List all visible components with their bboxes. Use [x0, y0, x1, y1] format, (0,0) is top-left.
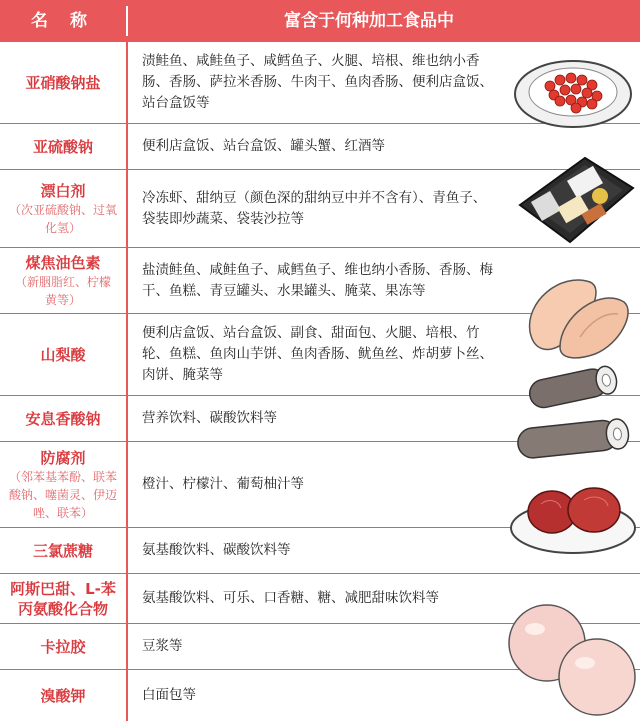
foods-cell: [142, 248, 502, 313]
foods-text: 渍鲑鱼、咸鲑鱼子、咸鳕鱼子、火腿、培根、维也纳小香肠、香肠、萨拉米香肠、牛肉干、鱼肉香肠、便利店盒饭、站台盒饭等: [142, 53, 493, 111]
foods-cell: [142, 528, 502, 573]
header-name-col: 名 称: [31, 11, 95, 31]
table-header: [0, 0, 640, 42]
additive-name-cell: [0, 442, 126, 527]
header-food-col: 富含于何种加工食品中: [284, 11, 454, 31]
foods-text: 便利店盒饭、站台盒饭、罐头蟹、红酒等: [142, 138, 385, 154]
additive-name-cell: [0, 314, 126, 395]
table-row: [0, 528, 640, 574]
additive-name: 三氯蔗糖: [32, 541, 93, 560]
additive-name-cell: [0, 248, 126, 313]
additive-name-cell: [0, 624, 126, 669]
additive-name-cell: [0, 670, 126, 721]
table-row: [0, 396, 640, 442]
foods-text: 橙汁、柠檬汁、葡萄柚汁等: [142, 476, 304, 492]
additive-name-cell: [0, 574, 126, 623]
additive-name-cell: [0, 42, 126, 123]
additive-name-cell: [0, 124, 126, 169]
foods-text: 盐渍鲑鱼、咸鲑鱼子、咸鳕鱼子、维也纳小香肠、香肠、梅干、鱼糕、青豆罐头、水果罐头、腌菜、果冻等: [142, 261, 493, 299]
table-row: [0, 314, 640, 396]
foods-cell: [142, 124, 502, 169]
foods-text: 氨基酸饮料、碳酸饮料等: [142, 542, 291, 558]
additive-subtypes: （新胭脂红、柠檬黄等）: [14, 274, 111, 307]
table-row: [0, 42, 640, 124]
additive-name: 阿斯巴甜、L-苯丙氨酸化合物: [10, 579, 116, 618]
additive-name: 溴酸钾: [40, 686, 86, 705]
additive-name: 山梨酸: [40, 345, 86, 364]
additive-name: 亚硫酸钠: [32, 137, 93, 156]
foods-cell: [142, 42, 502, 123]
table-row: [0, 170, 640, 248]
table-row: [0, 624, 640, 670]
table-row: [0, 248, 640, 314]
additive-name-cell: [0, 528, 126, 573]
foods-cell: [142, 442, 502, 527]
additive-subtypes: （次亚硫酸钠、过氧化氢）: [8, 202, 117, 235]
foods-text: 氨基酸饮料、可乐、口香糖、糖、减肥甜味饮料等: [142, 590, 439, 606]
foods-cell: [142, 624, 502, 669]
foods-cell: [142, 670, 502, 721]
additive-name: 安息香酸钠: [25, 409, 101, 428]
foods-text: 白面包等: [142, 687, 196, 703]
additive-subtypes: （邻苯基苯酚、联苯酸钠、噻菌灵、伊迈唑、联苯）: [8, 469, 117, 520]
table-row: [0, 124, 640, 170]
additive-name: 防腐剂: [40, 448, 86, 467]
foods-text: 冷冻虾、甜纳豆（颜色深的甜纳豆中并不含有）、青鱼子、袋装即炒蔬菜、袋装沙拉等: [142, 189, 487, 227]
table-row: [0, 670, 640, 721]
foods-cell: [142, 314, 502, 395]
foods-cell: [142, 396, 502, 441]
additive-name: 亚硝酸钠盐: [25, 73, 101, 92]
foods-text: 营养饮料、碳酸饮料等: [142, 410, 277, 426]
additive-name: 卡拉胶: [40, 637, 86, 656]
additive-name-cell: [0, 170, 126, 247]
additive-name: 漂白剂: [40, 181, 86, 200]
foods-cell: [142, 574, 502, 623]
foods-cell: [142, 170, 498, 247]
foods-text: 豆浆等: [142, 638, 183, 654]
table-row: [0, 442, 640, 528]
additive-name-cell: [0, 396, 126, 441]
foods-text: 便利店盒饭、站台盒饭、副食、甜面包、火腿、培根、竹轮、鱼糕、鱼肉山芋饼、鱼肉香肠、鱿鱼丝、炸胡萝卜丝、肉饼、腌菜等: [142, 325, 493, 383]
additive-name: 煤焦油色素: [25, 253, 101, 272]
table-row: [0, 574, 640, 624]
